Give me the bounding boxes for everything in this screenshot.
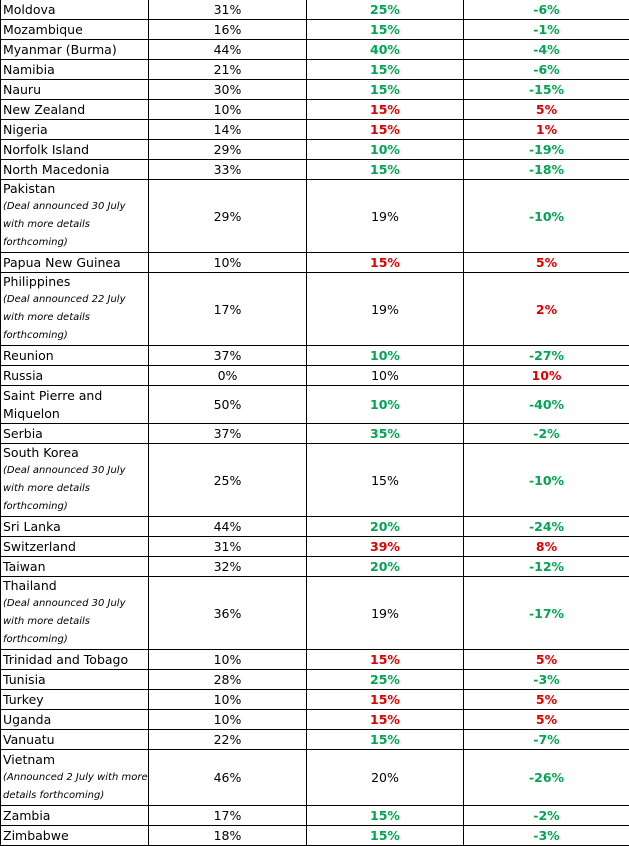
country-cell [1, 710, 149, 730]
country-name: Uganda [3, 711, 148, 729]
country-cell [1, 100, 149, 120]
change-cell: -6% [464, 60, 629, 80]
new-rate-cell: 15% [307, 60, 464, 80]
change-cell: -17% [464, 577, 629, 650]
country-cell [1, 60, 149, 80]
table-row [1, 690, 629, 710]
change-cell: -24% [464, 517, 629, 537]
country-note: (Announced 2 July with more details forthcoming) [3, 769, 148, 805]
table-row [1, 670, 629, 690]
change-cell: -2% [464, 806, 629, 826]
table-row [1, 140, 629, 160]
country-cell [1, 160, 149, 180]
change-cell: -10% [464, 180, 629, 253]
previous-rate-cell: 17% [149, 806, 307, 826]
previous-rate-cell: 16% [149, 20, 307, 40]
country-name: Papua New Guinea [3, 254, 148, 272]
table-row [1, 650, 629, 670]
new-rate-cell: 19% [307, 273, 464, 346]
change-cell: -3% [464, 670, 629, 690]
change-cell: 5% [464, 690, 629, 710]
table-row [1, 120, 629, 140]
new-rate-cell: 15% [307, 100, 464, 120]
previous-rate-cell: 10% [149, 690, 307, 710]
country-note: (Deal announced 22 July with more details forthcoming) [3, 291, 148, 345]
new-rate-cell: 15% [307, 444, 464, 517]
country-name: Nigeria [3, 121, 148, 139]
country-name: South Korea [3, 444, 148, 462]
country-name: Mozambique [3, 21, 148, 39]
table-row [1, 424, 629, 444]
country-name: North Macedonia [3, 161, 148, 179]
country-name: Trinidad and Tobago [3, 651, 148, 669]
country-name: Taiwan [3, 558, 148, 576]
table-row [1, 20, 629, 40]
country-cell [1, 0, 149, 20]
country-name: Nauru [3, 81, 148, 99]
table-row [1, 40, 629, 60]
country-note: (Deal announced 30 July with more details forthcoming) [3, 198, 148, 252]
previous-rate-cell: 28% [149, 670, 307, 690]
table-row [1, 826, 629, 846]
table-row [1, 273, 629, 346]
previous-rate-cell: 21% [149, 60, 307, 80]
change-cell: -15% [464, 80, 629, 100]
change-cell: 5% [464, 253, 629, 273]
country-note: (Deal announced 30 July with more details forthcoming) [3, 462, 148, 516]
new-rate-cell: 10% [307, 140, 464, 160]
change-cell: -4% [464, 40, 629, 60]
table-row [1, 366, 629, 386]
table-row [1, 557, 629, 577]
change-cell: -27% [464, 346, 629, 366]
new-rate-cell: 15% [307, 80, 464, 100]
change-cell: -40% [464, 386, 629, 424]
new-rate-cell: 15% [307, 253, 464, 273]
change-cell: -19% [464, 140, 629, 160]
previous-rate-cell: 50% [149, 386, 307, 424]
tariff-table-body [1, 0, 629, 846]
change-cell: -12% [464, 557, 629, 577]
country-cell [1, 730, 149, 750]
previous-rate-cell: 33% [149, 160, 307, 180]
table-row [1, 730, 629, 750]
new-rate-cell: 40% [307, 40, 464, 60]
previous-rate-cell: 32% [149, 557, 307, 577]
country-cell [1, 826, 149, 846]
new-rate-cell: 20% [307, 750, 464, 806]
country-name: Serbia [3, 425, 148, 443]
new-rate-cell: 20% [307, 557, 464, 577]
new-rate-cell: 15% [307, 690, 464, 710]
previous-rate-cell: 10% [149, 710, 307, 730]
change-cell: -1% [464, 20, 629, 40]
country-name: Sri Lanka [3, 518, 148, 536]
country-name: Zambia [3, 807, 148, 825]
table-row [1, 517, 629, 537]
country-cell [1, 424, 149, 444]
country-cell [1, 20, 149, 40]
country-cell [1, 140, 149, 160]
new-rate-cell: 15% [307, 20, 464, 40]
previous-rate-cell: 44% [149, 517, 307, 537]
country-name: Vanuatu [3, 731, 148, 749]
table-row [1, 160, 629, 180]
country-name: Thailand [3, 577, 148, 595]
country-cell [1, 273, 149, 346]
change-cell: -26% [464, 750, 629, 806]
country-name: Zimbabwe [3, 827, 148, 845]
country-name: Myanmar (Burma) [3, 41, 148, 59]
new-rate-cell: 39% [307, 537, 464, 557]
country-name: Saint Pierre and Miquelon [3, 387, 148, 423]
country-cell [1, 557, 149, 577]
country-cell [1, 253, 149, 273]
country-cell [1, 690, 149, 710]
country-name: Switzerland [3, 538, 148, 556]
previous-rate-cell: 10% [149, 100, 307, 120]
change-cell: 5% [464, 100, 629, 120]
table-row [1, 444, 629, 517]
new-rate-cell: 25% [307, 670, 464, 690]
country-name: Moldova [3, 1, 148, 19]
previous-rate-cell: 22% [149, 730, 307, 750]
table-row [1, 253, 629, 273]
table-row [1, 710, 629, 730]
country-cell [1, 670, 149, 690]
new-rate-cell: 10% [307, 346, 464, 366]
change-cell: -18% [464, 160, 629, 180]
new-rate-cell: 15% [307, 120, 464, 140]
previous-rate-cell: 29% [149, 180, 307, 253]
country-cell [1, 650, 149, 670]
country-name: Turkey [3, 691, 148, 709]
table-row [1, 537, 629, 557]
previous-rate-cell: 17% [149, 273, 307, 346]
previous-rate-cell: 36% [149, 577, 307, 650]
previous-rate-cell: 31% [149, 0, 307, 20]
change-cell: 1% [464, 120, 629, 140]
previous-rate-cell: 31% [149, 537, 307, 557]
previous-rate-cell: 18% [149, 826, 307, 846]
country-cell [1, 806, 149, 826]
change-cell: -7% [464, 730, 629, 750]
country-name: Tunisia [3, 671, 148, 689]
country-name: Pakistan [3, 180, 148, 198]
table-row [1, 180, 629, 253]
table-row [1, 80, 629, 100]
new-rate-cell: 15% [307, 710, 464, 730]
previous-rate-cell: 30% [149, 80, 307, 100]
country-cell [1, 120, 149, 140]
previous-rate-cell: 0% [149, 366, 307, 386]
new-rate-cell: 35% [307, 424, 464, 444]
previous-rate-cell: 25% [149, 444, 307, 517]
country-cell [1, 537, 149, 557]
change-cell: 5% [464, 710, 629, 730]
country-name: Namibia [3, 61, 148, 79]
new-rate-cell: 19% [307, 180, 464, 253]
country-cell [1, 366, 149, 386]
change-cell: -2% [464, 424, 629, 444]
table-row [1, 60, 629, 80]
country-cell [1, 444, 149, 517]
country-cell [1, 750, 149, 806]
previous-rate-cell: 10% [149, 253, 307, 273]
previous-rate-cell: 14% [149, 120, 307, 140]
new-rate-cell: 15% [307, 160, 464, 180]
country-name: Norfolk Island [3, 141, 148, 159]
change-cell: 5% [464, 650, 629, 670]
change-cell: 10% [464, 366, 629, 386]
previous-rate-cell: 44% [149, 40, 307, 60]
country-cell [1, 80, 149, 100]
previous-rate-cell: 37% [149, 424, 307, 444]
table-row [1, 806, 629, 826]
country-cell [1, 180, 149, 253]
country-name: New Zealand [3, 101, 148, 119]
table-row [1, 750, 629, 806]
country-name: Reunion [3, 347, 148, 365]
country-name: Russia [3, 367, 148, 385]
table-row [1, 577, 629, 650]
table-row [1, 100, 629, 120]
country-name: Philippines [3, 273, 148, 291]
change-cell: -3% [464, 826, 629, 846]
country-cell [1, 40, 149, 60]
previous-rate-cell: 10% [149, 650, 307, 670]
new-rate-cell: 15% [307, 730, 464, 750]
new-rate-cell: 25% [307, 0, 464, 20]
new-rate-cell: 10% [307, 366, 464, 386]
new-rate-cell: 19% [307, 577, 464, 650]
previous-rate-cell: 29% [149, 140, 307, 160]
new-rate-cell: 20% [307, 517, 464, 537]
new-rate-cell: 15% [307, 650, 464, 670]
table-row [1, 386, 629, 424]
change-cell: -10% [464, 444, 629, 517]
country-name: Vietnam [3, 751, 148, 769]
new-rate-cell: 15% [307, 806, 464, 826]
country-note: (Deal announced 30 July with more details forthcoming) [3, 595, 148, 649]
new-rate-cell: 10% [307, 386, 464, 424]
country-cell [1, 577, 149, 650]
change-cell: 2% [464, 273, 629, 346]
previous-rate-cell: 37% [149, 346, 307, 366]
new-rate-cell: 15% [307, 826, 464, 846]
table-row [1, 0, 629, 20]
previous-rate-cell: 46% [149, 750, 307, 806]
country-cell [1, 386, 149, 424]
table-row [1, 346, 629, 366]
change-cell: -6% [464, 0, 629, 20]
country-cell [1, 517, 149, 537]
country-cell [1, 346, 149, 366]
change-cell: 8% [464, 537, 629, 557]
